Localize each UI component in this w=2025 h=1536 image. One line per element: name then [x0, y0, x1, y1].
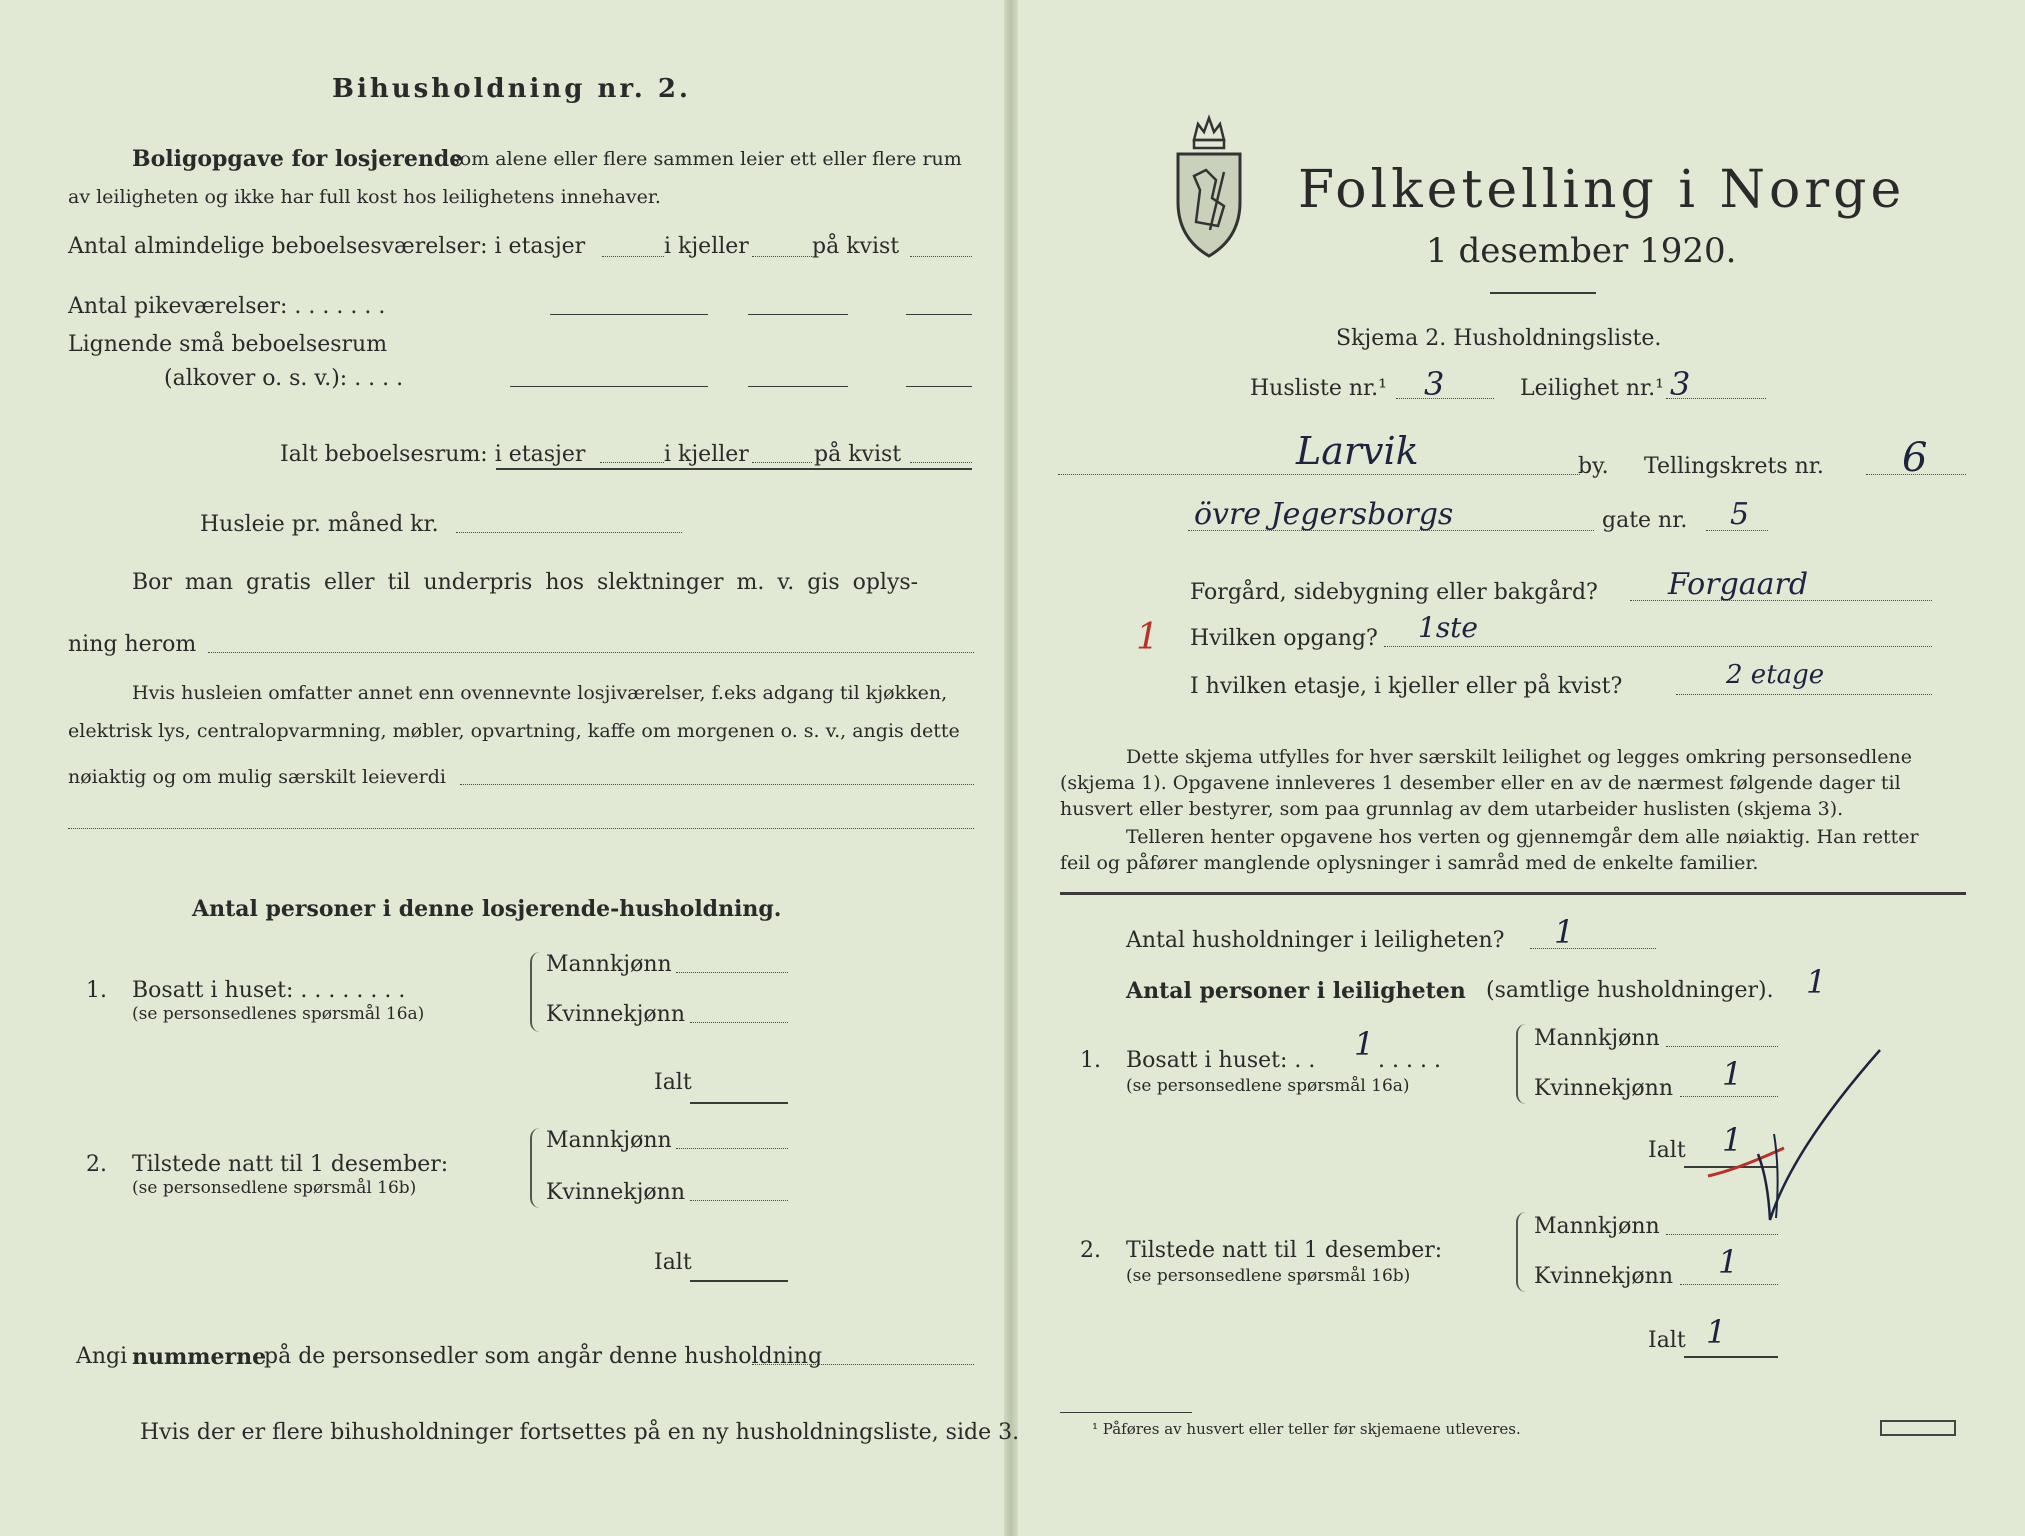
small-rooms-field-2[interactable] [604, 386, 708, 387]
right-q2-ialt-field[interactable] [1684, 1356, 1778, 1358]
right-q2-sub: (se personsedlene spørsmål 16b) [1126, 1266, 1411, 1286]
right-q1-brace [1516, 1024, 1526, 1104]
instructions-line5: feil og påfører manglende oplysninger i samråd med de enkelte familier. [1060, 852, 1759, 874]
left-q1-mann-label: Mannkjønn [546, 952, 672, 977]
angi-bold: nummerne [132, 1344, 267, 1370]
right-q1-kvinne-label: Kvinnekjønn [1534, 1076, 1673, 1101]
small-rooms-field-1[interactable] [510, 386, 604, 387]
husholdninger-label: Antal husholdninger i leiligheten? [1126, 928, 1505, 953]
ialt-kvist-label: på kvist [814, 442, 902, 467]
angi-text-1: Angi [76, 1344, 128, 1369]
opgang-field[interactable] [1384, 646, 1932, 647]
small-rooms-field-4[interactable] [906, 386, 972, 387]
gate-label: gate nr. [1602, 508, 1688, 533]
krets-value: 6 [1902, 435, 1928, 481]
leieverdi-field-2[interactable] [68, 828, 974, 829]
left-q1-kvinne-field[interactable] [690, 1022, 788, 1023]
leieverdi-field[interactable] [460, 784, 974, 785]
hvis-line1: Hvis husleien omfatter annet enn ovennevnte losjiværelser, f.eks adgang til kjøkken, [132, 682, 948, 704]
right-footnote: ¹ Påføres av husvert eller teller før skjemaene utleveres. [1092, 1420, 1521, 1438]
gratis-field[interactable] [208, 652, 974, 653]
pike-field-2[interactable] [604, 314, 708, 315]
norwegian-coat-of-arms-icon [1172, 110, 1246, 260]
pike-field-4[interactable] [906, 314, 972, 315]
leilighet-label: Leilighet nr.¹ [1520, 376, 1664, 401]
left-q2-mann-label: Mannkjønn [546, 1128, 672, 1153]
leilighet-value: 3 [1670, 365, 1691, 403]
left-q1-mann-field[interactable] [676, 972, 788, 973]
right-q2-mann-label: Mannkjønn [1534, 1214, 1660, 1239]
rooms-kjeller-label: i kjeller [664, 234, 749, 259]
right-q2-kvinne-field[interactable] [1680, 1284, 1778, 1285]
ialt-underline [496, 468, 972, 470]
right-q1-value: 1 [1354, 1025, 1375, 1063]
right-q1-sub: (se personsedlene spørsmål 16a) [1126, 1076, 1410, 1096]
pike-field-3[interactable] [748, 314, 848, 315]
intro-bold: Boligopgave for losjerende [132, 146, 464, 172]
left-q1-sub: (se personsedlenes spørsmål 16a) [132, 1004, 425, 1024]
right-q2-brace [1516, 1212, 1526, 1292]
husliste-field[interactable] [1396, 398, 1494, 399]
by-field[interactable] [1058, 474, 1580, 475]
pike-label: Antal pikeværelser: . . . . . . . [68, 294, 386, 319]
husleie-field[interactable] [456, 532, 682, 533]
right-q2-kvinne-label: Kvinnekjønn [1534, 1264, 1673, 1289]
opgang-value: 1ste [1418, 611, 1479, 644]
printer-stamp [1880, 1420, 1956, 1436]
left-q2-label: Tilstede natt til 1 desember: [132, 1152, 449, 1177]
right-q2-mann-field[interactable] [1666, 1234, 1778, 1235]
left-q2-ialt-field[interactable] [690, 1280, 788, 1282]
left-q1-ialt-label: Ialt [654, 1070, 692, 1095]
gratis-line2: ning herom [68, 632, 197, 657]
ialt-kjeller-label: i kjeller [664, 442, 749, 467]
instructions-line1: Dette skjema utfylles for hver særskilt leilighet og legges omkring personsedlene [1126, 746, 1912, 768]
right-q1-kvinne-value: 1 [1722, 1055, 1743, 1093]
intro-line2: av leiligheten og ikke har full kost hos leilighetens innehaver. [68, 186, 661, 208]
right-q2-kvinne-value: 1 [1718, 1243, 1739, 1281]
right-q1-dots: . . . . . [1378, 1048, 1441, 1073]
forgaard-value: Forgaard [1668, 567, 1809, 602]
left-q2-number: 2. [86, 1152, 107, 1177]
left-q2-kvinne-field[interactable] [690, 1200, 788, 1201]
footnote-rule [1060, 1412, 1192, 1413]
rooms-etasjer-field[interactable] [602, 256, 664, 257]
ialt-etasjer-field[interactable] [600, 462, 664, 463]
etasje-label: I hvilken etasje, i kjeller eller på kvist? [1190, 674, 1623, 699]
left-q2-mann-field[interactable] [676, 1148, 788, 1149]
right-title: Folketelling i Norge [1298, 160, 1906, 220]
rooms-kvist-field[interactable] [910, 256, 972, 257]
gate-nr-value: 5 [1730, 497, 1750, 532]
instructions-line2: (skjema 1). Opgavene innleveres 1 desember eller en av de nærmest følgende dager til [1060, 772, 1901, 794]
forgaard-label: Forgård, sidebygning eller bakgård? [1190, 580, 1598, 605]
small-rooms-line1: Lignende små beboelsesrum [68, 332, 388, 357]
by-value: Larvik [1296, 429, 1419, 473]
instructions-line4: Telleren henter opgavene hos verten og gjennemgår dem alle nøiaktig. Han retter [1126, 826, 1919, 848]
left-footer: Hvis der er flere bihusholdninger fortsettes på en ny husholdningsliste, side 3. [140, 1420, 1020, 1445]
husholdninger-field[interactable] [1530, 948, 1656, 949]
left-q1-label: Bosatt i huset: . . . . . . . . [132, 978, 406, 1003]
etasje-value: 2 etage [1726, 660, 1825, 690]
hvis-line3: nøiaktig og om mulig særskilt leieverdi [68, 766, 446, 788]
ialt-rooms-label: Ialt beboelsesrum: i etasjer [280, 442, 586, 467]
right-q1-mann-label: Mannkjønn [1534, 1026, 1660, 1051]
gratis-line1: Bor man gratis eller til underpris hos slektninger m. v. gis oplys- [132, 570, 919, 595]
left-q2-sub: (se personsedlene spørsmål 16b) [132, 1178, 417, 1198]
etasje-field[interactable] [1676, 694, 1932, 695]
right-q2-ialt-label: Ialt [1648, 1328, 1686, 1353]
left-q1-number: 1. [86, 978, 107, 1003]
intro-rest: som alene eller flere sammen leier ett eller flere rum [450, 148, 962, 170]
page-fold [1004, 0, 1018, 1536]
rooms-label: Antal almindelige beboelsesværelser: i etasjer [68, 234, 586, 259]
schema-label: Skjema 2. Husholdningsliste. [1336, 326, 1662, 351]
angi-field[interactable] [752, 1364, 974, 1365]
husleie-label: Husleie pr. måned kr. [200, 512, 439, 537]
hvis-line2: elektrisk lys, centralopvarmning, møbler, opvartning, kaffe om morgenen o. s. v., angis dette [68, 720, 960, 742]
opgang-label: Hvilken opgang? [1190, 626, 1378, 651]
right-q2-label: Tilstede natt til 1 desember: [1126, 1238, 1443, 1263]
husliste-value: 3 [1424, 365, 1445, 403]
census-date: 1 desember 1920. [1426, 231, 1737, 271]
right-q1-ialt-label: Ialt [1648, 1138, 1686, 1163]
small-rooms-field-3[interactable] [748, 386, 848, 387]
left-title: Bihusholdning nr. 2. [332, 74, 691, 104]
personer-rest: (samtlige husholdninger). [1486, 978, 1774, 1003]
left-q2-ialt-label: Ialt [654, 1250, 692, 1275]
opgang-margin-mark: 1 [1136, 617, 1159, 658]
ialt-kvist-field[interactable] [910, 462, 972, 463]
angi-text-2: på de personsedler som angår denne husholdning [264, 1344, 823, 1369]
right-q1-ialt-value: 1 [1722, 1121, 1743, 1159]
husliste-label: Husliste nr.¹ [1250, 376, 1387, 401]
right-q2-ialt-value: 1 [1706, 1313, 1727, 1351]
small-rooms-line2: (alkover o. s. v.): . . . . [164, 366, 404, 391]
personer-value: 1 [1806, 963, 1827, 1001]
husholdninger-value: 1 [1554, 913, 1575, 951]
section-rule [1060, 892, 1966, 895]
rooms-kvist-label: på kvist [812, 234, 900, 259]
right-q2-number: 2. [1080, 1238, 1101, 1263]
personer-bold: Antal personer i leiligheten [1126, 978, 1466, 1004]
instructions-line3: husvert eller bestyrer, som paa grunnlag av dem utarbeider huslisten (skjema 3). [1060, 798, 1844, 820]
by-label: by. [1578, 454, 1609, 479]
left-persons-heading: Antal personer i denne losjerende-husholdning. [192, 896, 782, 922]
left-q2-brace [530, 1128, 540, 1208]
left-q2-kvinne-label: Kvinnekjønn [546, 1180, 685, 1205]
right-q1-number: 1. [1080, 1048, 1101, 1073]
title-rule [1490, 292, 1596, 294]
left-q1-ialt-field[interactable] [690, 1102, 788, 1104]
left-q1-brace [530, 952, 540, 1032]
pike-field-1[interactable] [550, 314, 610, 315]
krets-label: Tellingskrets nr. [1644, 454, 1824, 479]
ialt-kjeller-field[interactable] [752, 462, 812, 463]
rooms-kjeller-field[interactable] [752, 256, 812, 257]
check-mark-icon [1700, 1030, 1910, 1230]
left-q1-kvinne-label: Kvinnekjønn [546, 1002, 685, 1027]
right-q1-label: Bosatt i huset: . . [1126, 1048, 1316, 1073]
gate-value: övre Jegersborgs [1194, 497, 1454, 532]
